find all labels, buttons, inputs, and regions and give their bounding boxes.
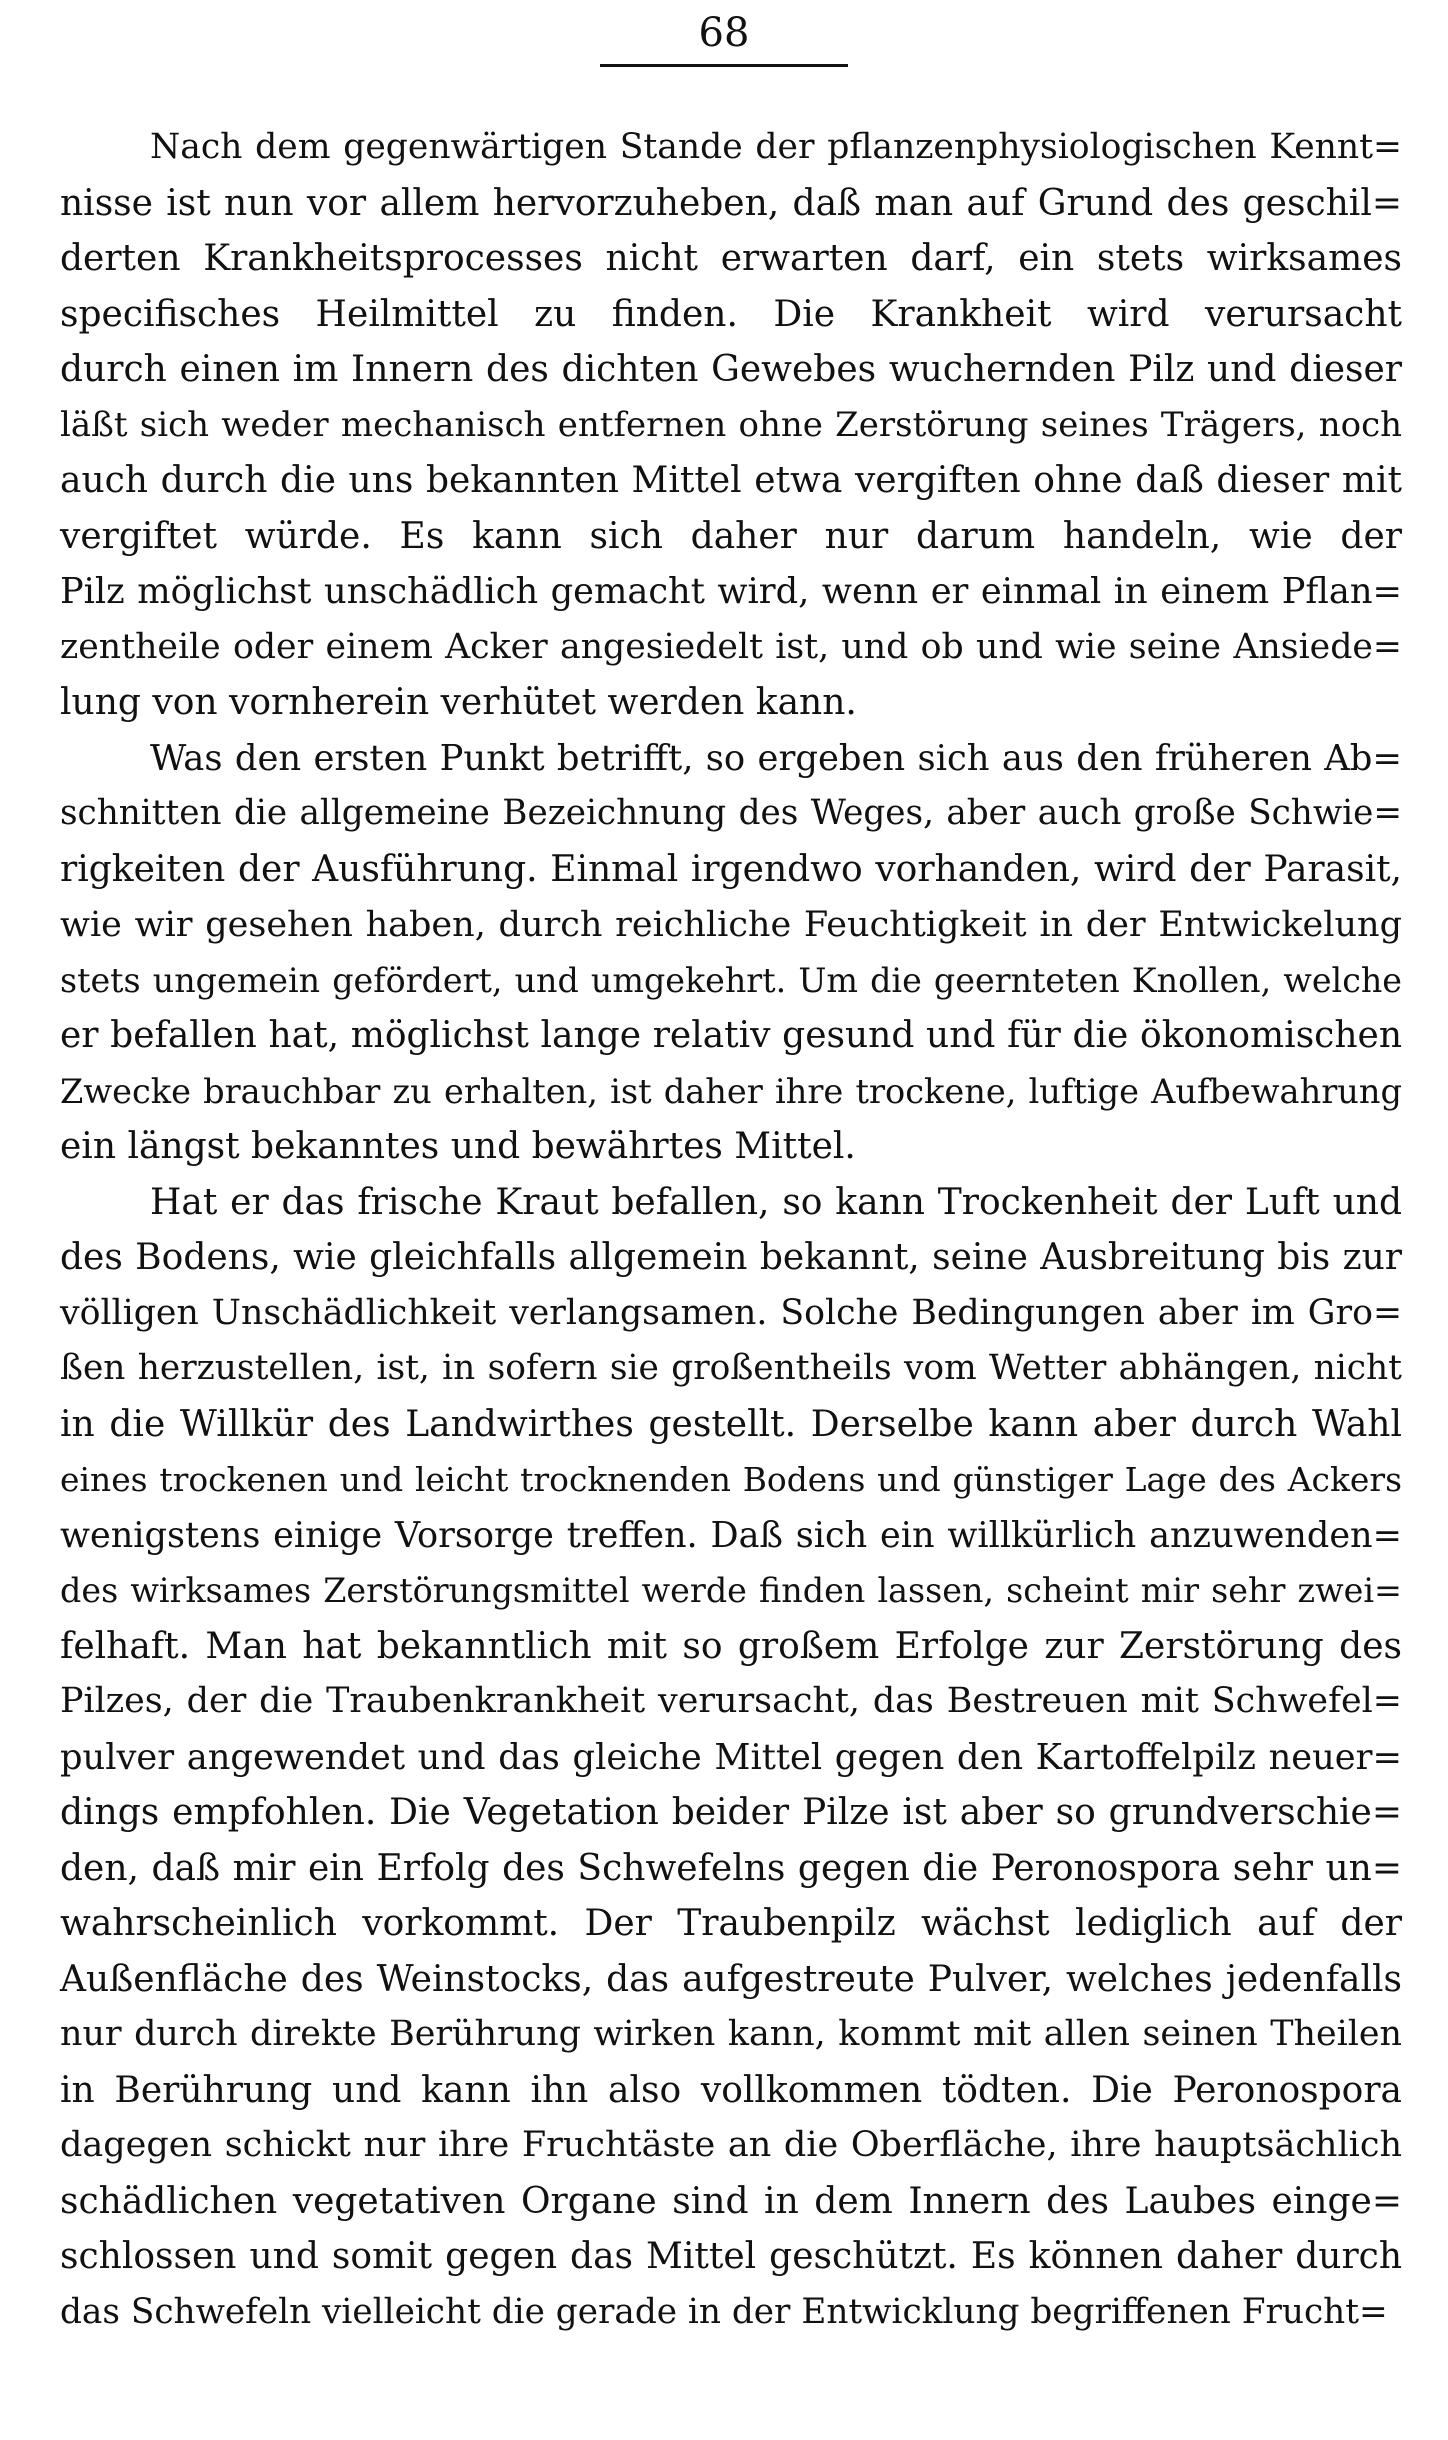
text-line: pulver angewendet und das gleiche Mittel gegen den Kartoffelpilz neuer= [60, 1736, 1402, 1778]
text-line: wahrscheinlich vorkommt. Der Traubenpilz wächst lediglich auf der [60, 1903, 1402, 1944]
text-line: durch einen im Innern des dichten Gewebes wuchernden Pilz und dieser [60, 349, 1402, 390]
text-line: völligen Unschädlichkeit verlangsamen. Solche Bedingungen aber im Gro= [60, 1292, 1402, 1333]
text-line: Außenfläche des Weinstocks, das aufgestreute Pulver, welches jedenfalls [60, 1958, 1402, 2000]
page-number: 68 [698, 10, 750, 56]
text-line: schlossen und somit gegen das Mittel geschützt. Es können daher durch [60, 2236, 1402, 2277]
text-line: auch durch die uns bekannten Mittel etwa vergiften ohne daß dieser mit [60, 460, 1402, 501]
text-line: Hat er das frische Kraut befallen, so kann Trockenheit der Luft und [150, 1181, 1402, 1223]
body-text [60, 120, 1402, 2340]
paragraph [60, 1175, 1402, 2341]
text-line: dings empfohlen. Die Vegetation beider Pilze ist aber so grundverschie= [60, 1792, 1402, 1833]
text-line: wenigstens einige Vorsorge treffen. Daß sich ein willkürlich anzuwenden= [60, 1514, 1402, 1556]
text-line: des Bodens, wie gleichfalls allgemein bekannt, seine Ausbreitung bis zur [60, 1237, 1402, 1278]
text-line: eines trockenen und leicht trocknenden Bodens und günstiger Lage des Ackers [60, 1460, 1402, 1499]
text-line: er befallen hat, möglichst lange relativ gesund und für die ökonomischen [60, 1015, 1402, 1056]
text-line: in die Willkür des Landwirthes gestellt. Derselbe kann aber durch Wahl [60, 1403, 1402, 1445]
text-line: nisse ist nun vor allem hervorzuheben, daß man auf Grund des geschil= [60, 182, 1402, 224]
text-line: stets ungemein gefördert, und umgekehrt. Um die geernteten Knollen, welche [60, 960, 1402, 1000]
text-line: dagegen schickt nur ihre Fruchtäste an die Oberfläche, ihre hauptsächlich [60, 2125, 1402, 2165]
paragraph [60, 731, 1402, 1175]
text-line: nur durch direkte Berührung wirken kann, kommt mit allen seinen Theilen [60, 2014, 1402, 2054]
text-line: Pilz möglichst unschädlich gemacht wird, wenn er einmal in einem Pflan= [60, 571, 1402, 612]
text-line: Was den ersten Punkt betrifft, so ergeben sich aus den früheren Ab= [150, 737, 1402, 779]
text-line: ein längst bekanntes und bewährtes Mittel. [60, 1126, 856, 1167]
text-line: des wirksames Zerstörungsmittel werde finden lassen, scheint mir sehr zwei= [60, 1571, 1402, 1610]
text-line: lung von vornherein verhütet werden kann. [60, 682, 857, 723]
text-line: Zwecke brauchbar zu erhalten, ist daher ihre trockene, luftige Aufbewahrung [60, 1071, 1402, 1111]
text-line: den, daß mir ein Erfolg des Schwefelns gegen die Peronospora sehr un= [60, 1847, 1402, 1889]
text-line: Nach dem gegenwärtigen Stande der pflanzenphysiologischen Kennt= [150, 127, 1402, 167]
text-line: das Schwefeln vielleicht die gerade in der Entwicklung begriffenen Frucht= [60, 2291, 1388, 2332]
text-line: rigkeiten der Ausführung. Einmal irgendwo vorhanden, wird der Parasit, [60, 848, 1402, 890]
text-line: schädlichen vegetativen Organe sind in dem Innern des Laubes einge= [60, 2180, 1402, 2222]
text-line: vergiftet würde. Es kann sich daher nur darum handeln, wie der [60, 515, 1402, 557]
text-line: wie wir gesehen haben, durch reichliche Feuchtigkeit in der Entwickelung [60, 904, 1402, 945]
text-line: felhaft. Man hat bekanntlich mit so großem Erfolge zur Zerstörung des [60, 1625, 1402, 1667]
text-line: zentheile oder einem Acker angesiedelt ist, und ob und wie seine Ansiede= [60, 626, 1402, 667]
text-line: Pilzes, der die Traubenkrankheit verursacht, das Bestreuen mit Schwefel= [60, 1681, 1402, 1721]
text-line: in Berührung und kann ihn also vollkommen tödten. Die Peronospora [60, 2069, 1402, 2111]
text-line: läßt sich weder mechanisch entfernen ohne Zerstörung seines Trägers, noch [60, 404, 1402, 445]
text-line: ßen herzustellen, ist, in sofern sie großentheils vom Wetter abhängen, nicht [60, 1348, 1402, 1388]
text-line: specifisches Heilmittel zu finden. Die Krankheit wird verursacht [60, 293, 1402, 335]
text-line: schnitten die allgemeine Bezeichnung des Weges, aber auch große Schwie= [60, 793, 1402, 833]
header-rule [600, 64, 848, 67]
text-line: derten Krankheitsprocesses nicht erwarten darf, ein stets wirksames [60, 238, 1402, 279]
paragraph [60, 120, 1402, 731]
